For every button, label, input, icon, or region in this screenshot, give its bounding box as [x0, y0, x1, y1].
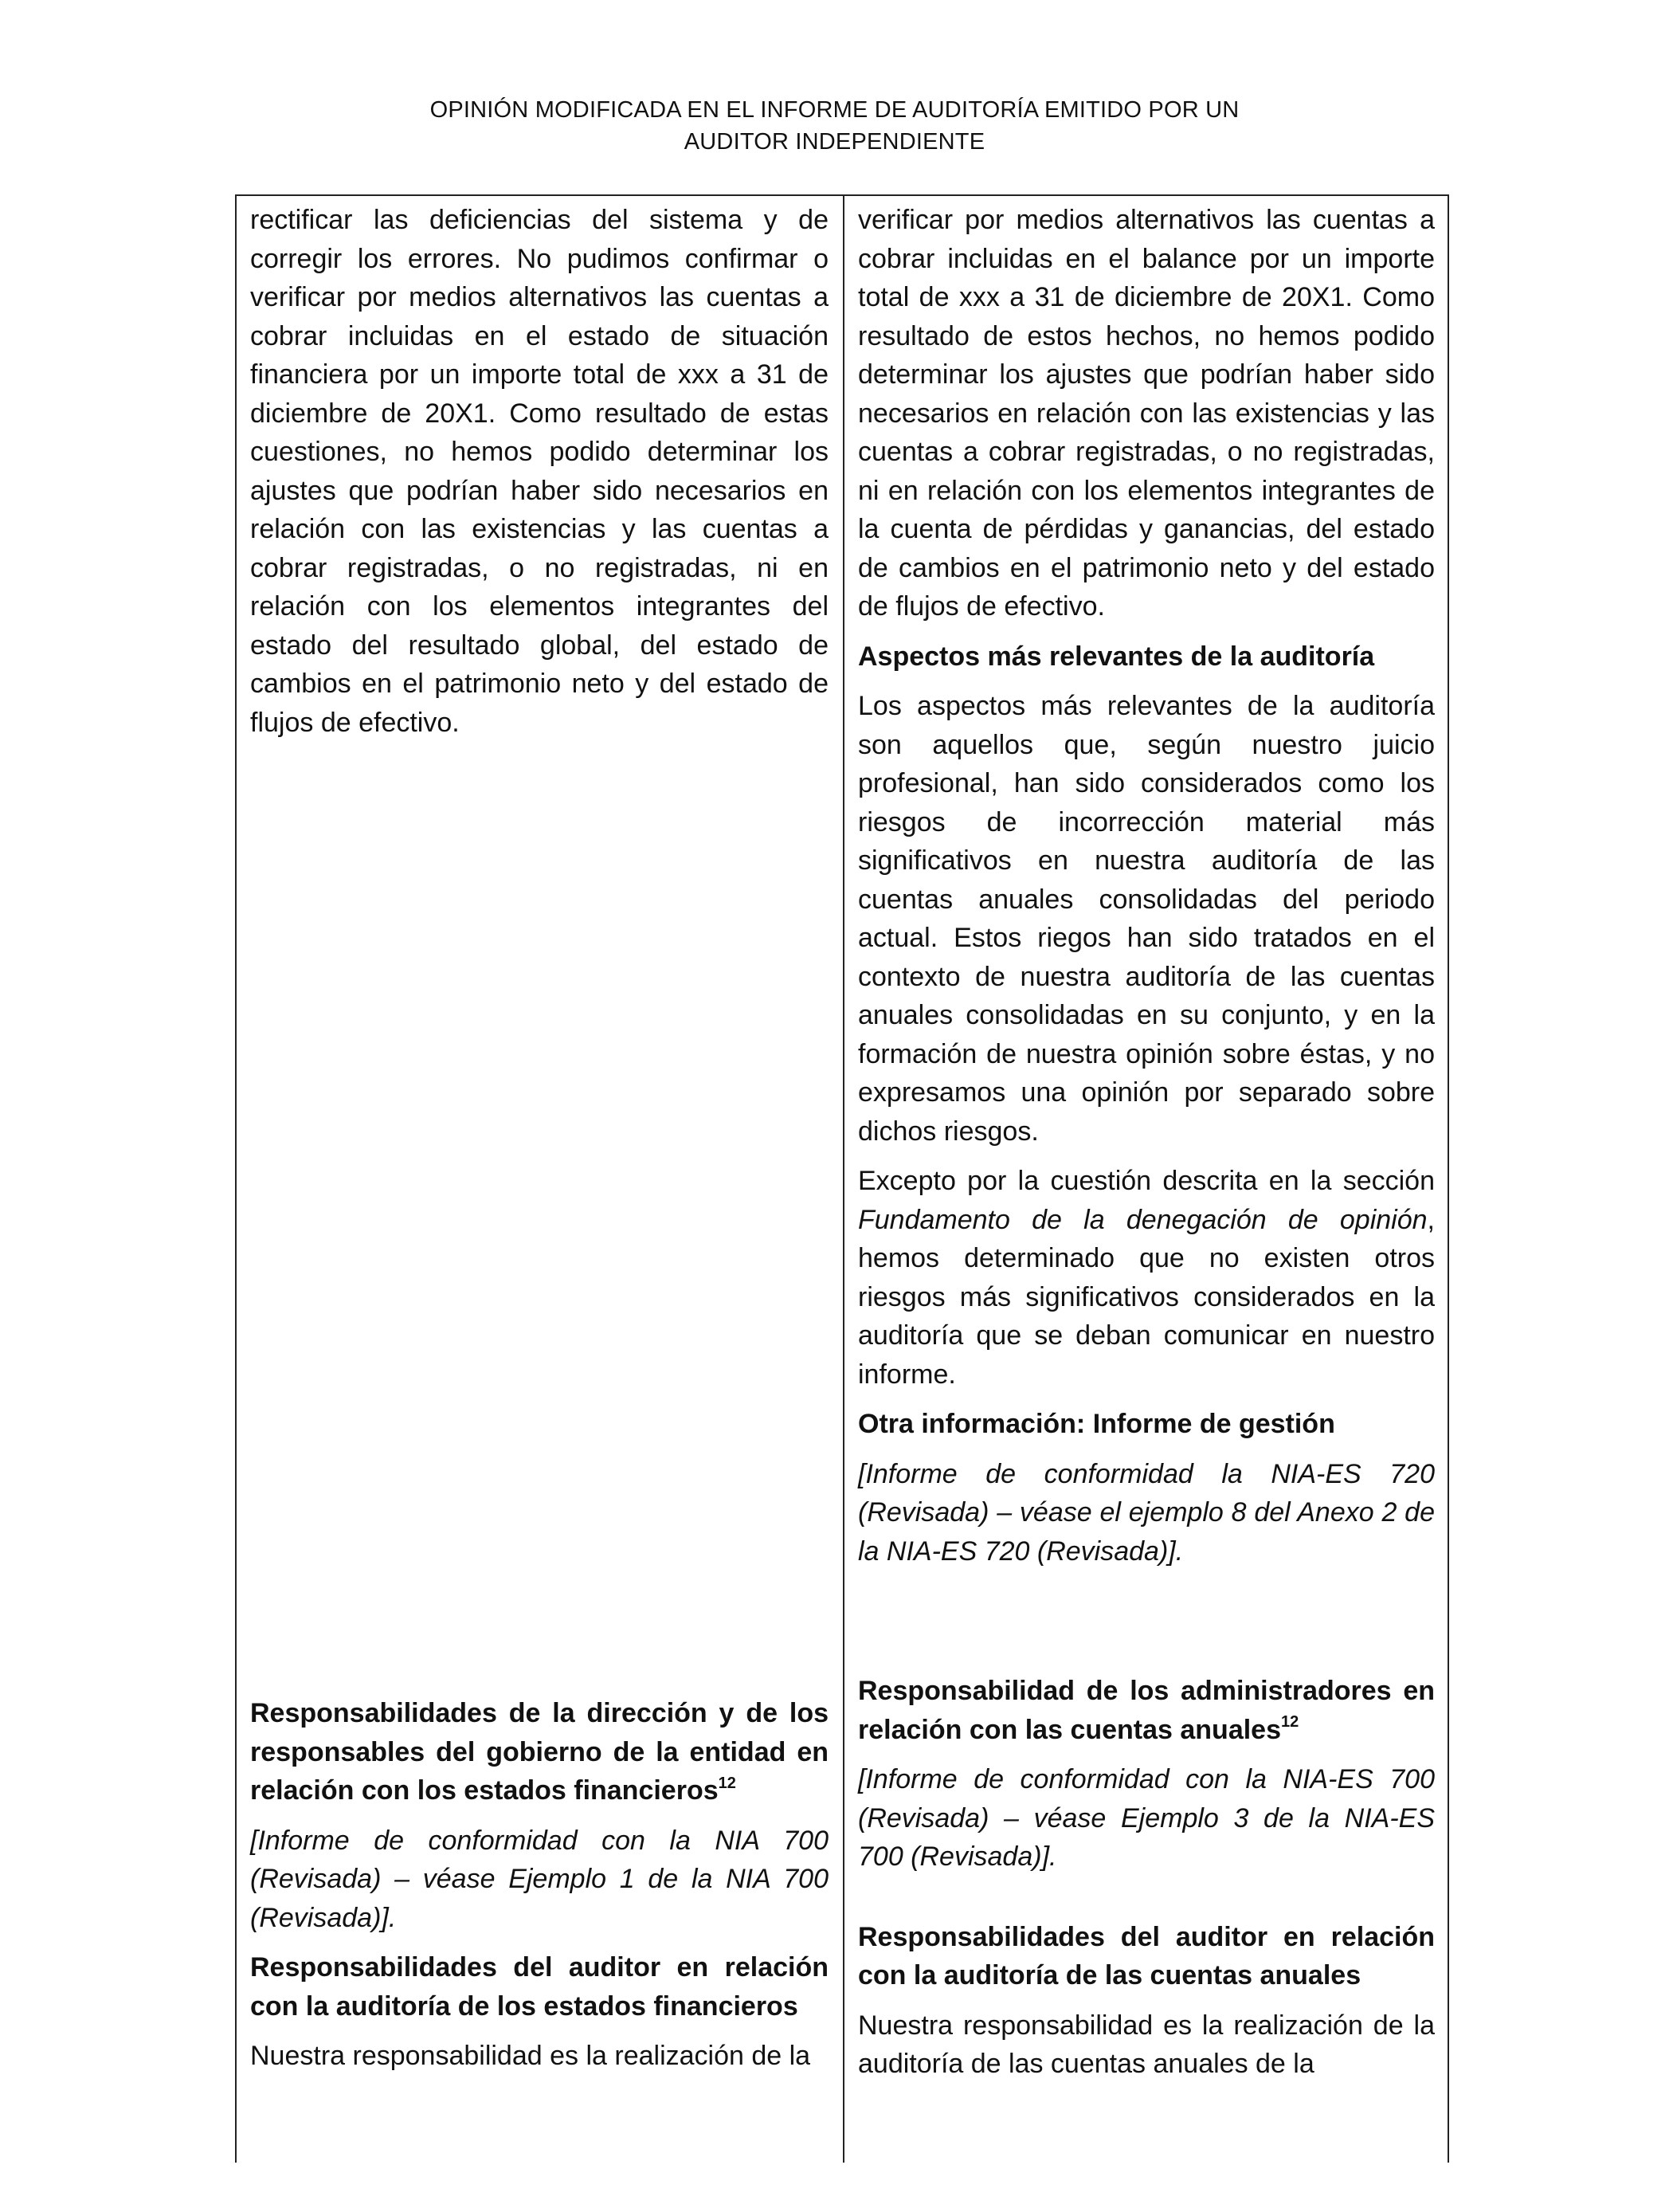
left-column	[237, 196, 843, 2163]
left-lower-section	[250, 1694, 829, 2087]
right-paragraph-5: [Informe de conformidad con la NIA-ES 700 (Revisada) – véase Ejemplo 3 de la NIA-ES 700 (Revisada)].	[858, 1764, 1435, 1872]
page-header	[0, 94, 1669, 158]
right-heading-directors-responsibilities: Responsabilidad de los administradores en relación con las cuentas anuales$^{12}$	[858, 1676, 1435, 1745]
left-heading-management-responsibilities: Responsabilidades de la dirección y de los responsables del gobierno de la entidad en relación con los estados financieros$^{12}$	[250, 1698, 829, 1806]
right-paragraph-4: [Informe de conformidad la NIA-ES 720 (Revisada) – véase el ejemplo 8 del Anexo 2 de la NIA-ES 720 (Revisada)].	[858, 1458, 1435, 1567]
footnote-ref: 12	[718, 1774, 736, 1792]
header-line-1: OPINIÓN MODIFICADA EN EL INFORME DE AUDITORÍA EMITIDO POR UN	[429, 97, 1240, 123]
comparison-table	[235, 194, 1449, 2163]
left-paragraph-2: [Informe de conformidad con la NIA 700 (Revisada) – véase Ejemplo 1 de la NIA 700 (Revisada)].	[250, 1825, 829, 1933]
right-paragraph-3: Excepto por la cuestión descrita en la sección Fundamento de la denegación de opinión, hemos determinado que no existen otros riesgos más significativos considerados en la auditoría que se deban comunicar en nuestro informe.	[858, 1166, 1435, 1390]
footnote-ref: 12	[1281, 1713, 1299, 1732]
left-paragraph-3: Nuestra responsabilidad es la realización de la	[250, 2041, 811, 2071]
right-lower-section	[858, 1672, 1435, 2095]
right-heading-auditor-responsibilities: Responsabilidades del auditor en relación con la auditoría de las cuentas anuales	[858, 1921, 1435, 1990]
right-heading-other-information: Otra información: Informe de gestión	[858, 1409, 1335, 1439]
right-heading-key-audit-matters: Aspectos más relevantes de la auditoría	[858, 641, 1375, 672]
left-paragraph-1: rectificar las deficiencias del sistema y de corregir los errores. No pudimos confirmar o verificar por medios alternativos las cuentas a cobrar incluidas en el estado de situación financiera por un importe total de xxx a 31 de diciembre de 20X1. Como resultado de estas cuestiones, no hemos podido determinar los ajustes que podrían haber sido necesarios en relación con las existencias y las cuentas a cobrar registradas, o no registradas, ni en relación con los elementos integrantes del estado del resultado global, del estado de cambios en el patrimonio neto y del estado de flujos de efectivo.	[250, 205, 829, 738]
header-line-2: AUDITOR INDEPENDIENTE	[684, 129, 985, 155]
right-column	[844, 196, 1449, 2163]
right-paragraph-6: Nuestra responsabilidad es la realización de la auditoría de las cuentas anuales de la	[858, 2010, 1435, 2079]
right-paragraph-2: Los aspectos más relevantes de la auditoría son aquellos que, según nuestro juicio profesional, han sido considerados como los riesgos de incorrección material más significativos en nuestra auditoría de las cuentas anuales consolidadas del periodo actual. Estos riegos han sido tratados en el contexto de nuestra auditoría de las cuentas anuales consolidadas en su conjunto, y en la formación de nuestra opinión sobre éstas, y no expresamos una opinión por separado sobre dichos riesgos.	[858, 691, 1435, 1147]
right-paragraph-1: verificar por medios alternativos las cuentas a cobrar incluidas en el balance por un importe total de xxx a 31 de diciembre de 20X1. Como resultado de estos hechos, no hemos podido determinar los ajustes que podrían haber sido necesarios en relación con las existencias y las cuentas a cobrar registradas, o no registradas, ni en relación con los elementos integrantes de la cuenta de pérdidas y ganancias, del estado de cambios en el patrimonio neto y del estado de flujos de efectivo.	[858, 205, 1435, 622]
left-heading-auditor-responsibilities: Responsabilidades del auditor en relación con la auditoría de los estados financieros	[250, 1952, 829, 2022]
section-reference: Fundamento de la denegación de opinión	[858, 1204, 1428, 1235]
